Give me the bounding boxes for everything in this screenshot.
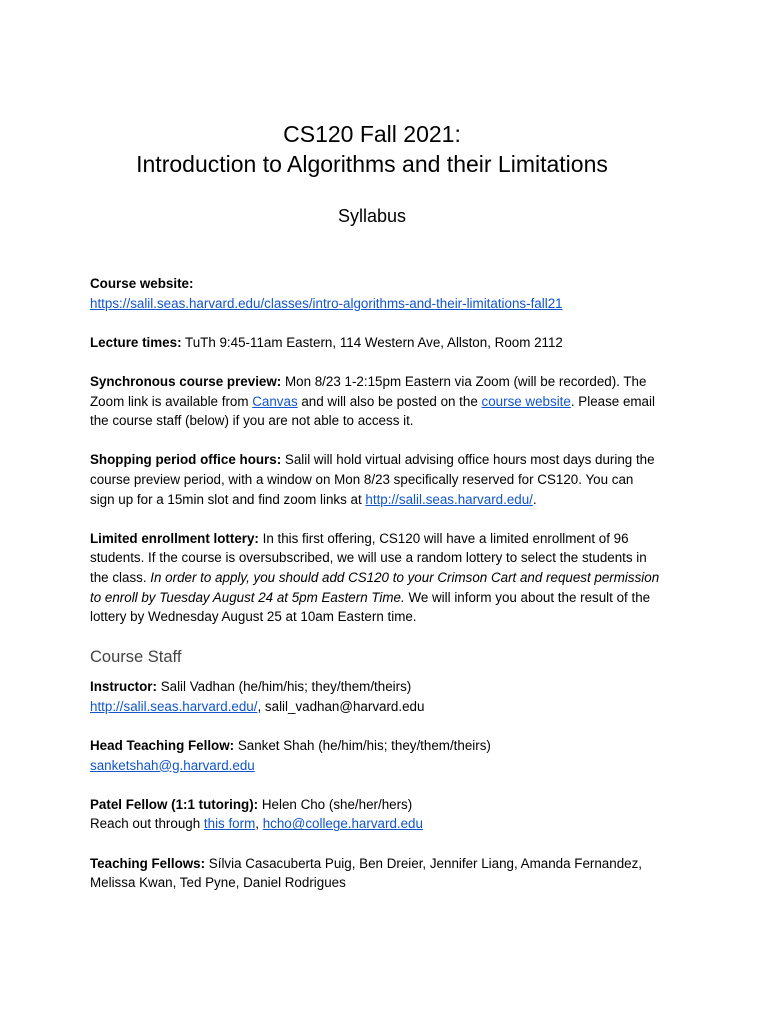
head-tf-name: Sanket Shah (he/him/his; they/them/theirs) xyxy=(234,738,491,754)
course-subtitle-title: Introduction to Algorithms and their Limitations xyxy=(136,151,608,177)
title-block xyxy=(0,119,744,228)
lottery-deadline: to enroll by Tuesday August 24 at 5pm Eastern Time. xyxy=(90,589,405,605)
course-preview-section xyxy=(90,372,690,431)
shopping-hours-text-2: course preview period, with a window on Mon 8/23 specifically reserved for CS120. You can xyxy=(90,471,634,487)
lottery-label: Limited enrollment lottery: xyxy=(90,530,259,546)
patel-fellow-separator: , xyxy=(255,816,263,832)
course-preview-text-2b: and will also be posted on the xyxy=(297,393,482,409)
head-tf-section xyxy=(90,736,690,775)
lottery-text-5: lottery by Wednesday August 25 at 10am Eastern time. xyxy=(90,609,417,625)
syllabus-body xyxy=(90,274,690,912)
course-website-link[interactable]: https://salil.seas.harvard.edu/classes/intro-algorithms-and-their-limitations-fall21 xyxy=(90,295,563,311)
canvas-link[interactable]: Canvas xyxy=(252,393,298,409)
instructor-section xyxy=(90,677,690,716)
lecture-times-text: TuTh 9:45-11am Eastern, 114 Western Ave, Allston, Room 2112 xyxy=(181,334,563,350)
instructor-website-link[interactable]: http://salil.seas.harvard.edu/ xyxy=(90,698,258,714)
instructor-email: , salil_vadhan@harvard.edu xyxy=(257,698,425,714)
teaching-fellows-names-2: Melissa Kwan, Ted Pyne, Daniel Rodrigues xyxy=(90,875,346,891)
shopping-hours-section xyxy=(90,450,690,509)
course-website-section xyxy=(90,274,690,313)
teaching-fellows-section xyxy=(90,854,690,893)
patel-fellow-label: Patel Fellow (1:1 tutoring): xyxy=(90,796,259,812)
patel-fellow-name: Helen Cho (she/her/hers) xyxy=(258,796,413,812)
syllabus-heading: Syllabus xyxy=(337,206,407,226)
lottery-section xyxy=(90,529,690,627)
teaching-fellows-names: Sílvia Casacuberta Puig, Ben Dreier, Jennifer Liang, Amanda Fernandez, xyxy=(205,855,643,871)
lottery-text: In this first offering, CS120 will have a limited enrollment of 96 xyxy=(258,530,629,546)
tutoring-form-link[interactable]: this form xyxy=(203,816,256,832)
lottery-text-4: We will inform you about the result of the xyxy=(404,589,651,605)
course-website-label: Course website: xyxy=(90,276,194,291)
head-tf-email-link[interactable]: sanketshah@g.harvard.edu xyxy=(90,757,255,773)
shopping-hours-text: Salil will hold virtual advising office hours most days during the xyxy=(281,452,655,468)
lecture-times-label: Lecture times: xyxy=(90,334,182,350)
course-preview-text-2c: . Please email xyxy=(570,393,655,409)
course-preview-label: Synchronous course preview: xyxy=(90,373,282,389)
instructor-label: Instructor: xyxy=(90,679,157,695)
patel-fellow-section xyxy=(90,795,690,834)
salil-website-link[interactable]: http://salil.seas.harvard.edu/ xyxy=(365,491,533,507)
course-website-inline-link[interactable]: course website xyxy=(481,393,571,409)
shopping-hours-period: . xyxy=(532,491,537,507)
shopping-hours-text-3: sign up for a 15min slot and find zoom links at xyxy=(90,491,366,507)
lottery-text-2: students. If the course is oversubscribed, we will use a random lottery to select the students in xyxy=(90,550,647,566)
shopping-hours-label: Shopping period office hours: xyxy=(90,452,282,468)
patel-fellow-email-link[interactable]: hcho@college.harvard.edu xyxy=(262,816,423,832)
course-staff-heading: Course Staff xyxy=(90,648,182,667)
teaching-fellows-label: Teaching Fellows: xyxy=(90,855,206,871)
instructor-name: Salil Vadhan (he/him/his; they/them/theirs) xyxy=(156,679,412,695)
course-title: CS120 Fall 2021: xyxy=(283,121,461,147)
lottery-instructions: In order to apply, you should add CS120 to your Crimson Cart and request permission xyxy=(150,569,660,585)
head-tf-label: Head Teaching Fellow: xyxy=(90,738,235,754)
patel-fellow-reach-out: Reach out through xyxy=(90,816,204,832)
course-preview-text: Mon 8/23 1-2:15pm Eastern via Zoom (will be recorded). The xyxy=(281,373,647,389)
lecture-times-section xyxy=(90,333,690,353)
course-preview-text-2a: Zoom link is available from xyxy=(90,393,253,409)
course-preview-text-3: the course staff (below) if you are not able to access it. xyxy=(90,413,414,429)
lottery-text-3: the class. xyxy=(90,569,151,585)
